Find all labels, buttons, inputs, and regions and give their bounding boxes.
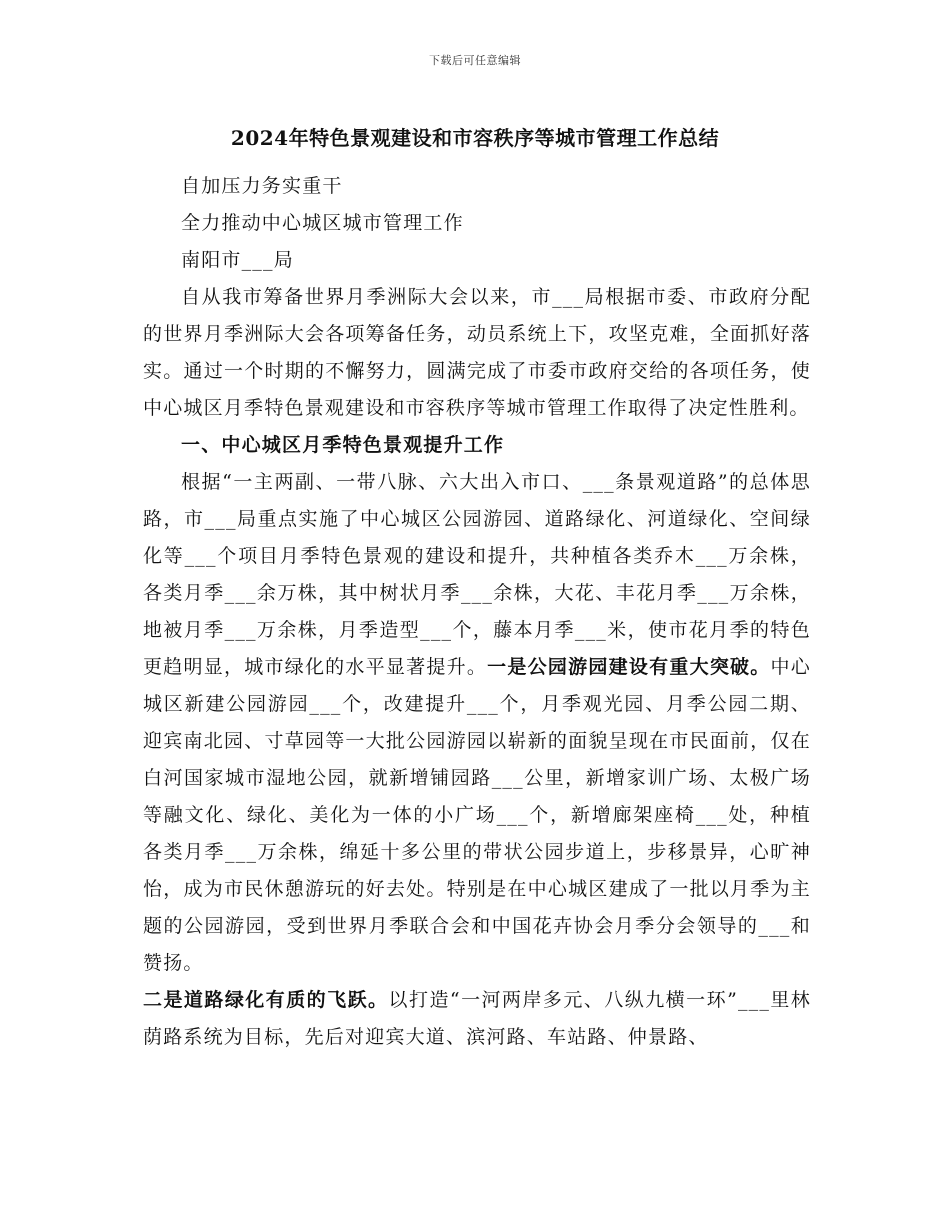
- bold-point-2: 二是道路绿化有质的飞跃。: [143, 989, 389, 1011]
- section-paragraph-text: 以打造“一河两岸多元、八纵九横一环”___里林荫路系统为目标，先后对迎宾大道、滨河路、车站路、仲景路、: [143, 989, 812, 1048]
- subtitle-line: 自加压力务实重干: [181, 175, 343, 197]
- bold-point-1: 一是公园游园建设有重大突破。: [487, 656, 771, 678]
- author-line: 南阳市___局: [181, 249, 294, 271]
- section-paragraph: [143, 464, 811, 982]
- section-paragraph-text: 中心城区新建公园游园___个，改建提升___个，月季观光园、月季公园二期、迎宾南北园、寸草园等一大批公园游园以崭新的面貌呈现在市民面前，仅在白河国家城市湿地公园，就新增铺园路___公里，新增家训广场、太极广场等融文化、绿化、美化为一体的小广场___个，新增廊架座椅___处，种植各类月季___万余株，绵延十多公里的带状公园步道上，步移景异，心旷神怡，成为市民休憩游玩的好去处。特别是在中心城区建成了一批以月季为主题的公园游园，受到世界月季联合会和中国花卉协会月季分会领导的___和赞扬。: [143, 656, 811, 974]
- section-heading: 一、中心城区月季特色景观提升工作: [181, 434, 505, 456]
- subtitle-line: 全力推动中心城区城市管理工作: [181, 212, 464, 234]
- section-paragraph: [143, 982, 811, 1056]
- document-body: [143, 168, 811, 1056]
- intro-paragraph: 自从我市筹备世界月季洲际大会以来，市___局根据市委、市政府分配的世界月季洲际大会各项筹备任务，动员系统上下，攻坚克难，全面抓好落实。通过一个时期的不懈努力，圆满完成了市委市政府交给的各项任务，使中心城区月季特色景观建设和市容秩序等城市管理工作取得了决定性胜利。: [143, 286, 811, 419]
- section-paragraph-text: 根据“一主两副、一带八脉、六大出入市口、___条景观道路”的总体思路，市___局重点实施了中心城区公园游园、道路绿化、河道绿化、空间绿化等___个项目月季特色景观的建设和提升，共种植各类乔木___万余株，各类月季___余万株，其中树状月季___余株，大花、丰花月季___万余株，地被月季___万余株，月季造型___个，藤本月季___米，使市花月季的特色更趋明显，城市绿化的水平显著提升。: [143, 471, 811, 678]
- document-title: 2024年特色景观建设和市容秩序等城市管理工作总结: [230, 126, 720, 150]
- header-note: 下载后可任意编辑: [429, 54, 521, 67]
